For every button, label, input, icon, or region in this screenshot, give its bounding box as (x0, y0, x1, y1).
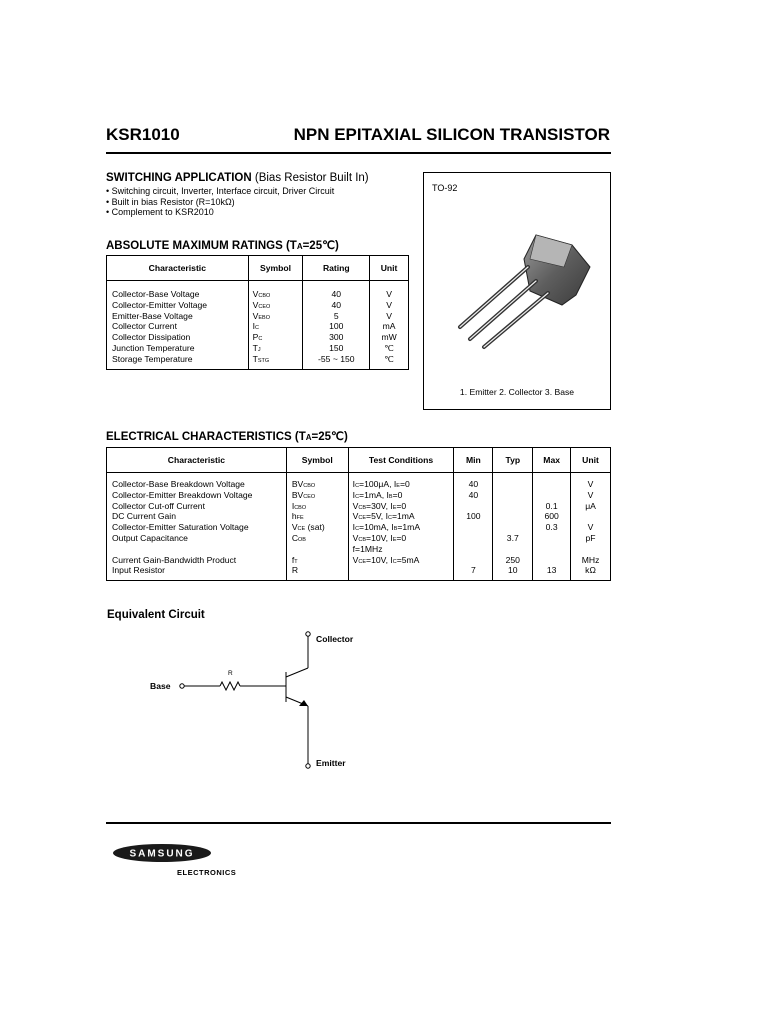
cell (292, 565, 348, 576)
conditions-column (348, 473, 454, 581)
cell (253, 343, 303, 354)
cell (493, 490, 532, 501)
equivalent-circuit-diagram (170, 625, 370, 775)
cell (253, 289, 303, 300)
electrical-table (106, 447, 611, 581)
cell: 40 (331, 289, 342, 299)
condition-part: V (352, 500, 359, 511)
condition-part: I (352, 489, 356, 500)
cell: ℃ (384, 342, 394, 353)
cell (353, 511, 454, 522)
cell: Junction Temperature (112, 342, 195, 353)
symbol-sub: CEO (303, 493, 316, 500)
typ-column (493, 473, 533, 581)
cell: ℃ (384, 353, 394, 364)
cell (253, 354, 303, 365)
condition-part: E (396, 483, 400, 489)
circuit-title: Equivalent Circuit (107, 609, 205, 621)
pin-assignment: 1. Emitter 2. Collector 3. Base (459, 387, 575, 397)
condition-part: V (352, 511, 359, 522)
cell (253, 300, 303, 311)
cell: 250 (505, 554, 520, 565)
cell: 100 (466, 511, 481, 522)
symbol: T (252, 353, 258, 364)
cell: 0.1 (545, 500, 558, 511)
unit-column (571, 473, 611, 581)
to92-package-illustration (444, 223, 594, 353)
symbol: R (291, 565, 299, 576)
cell (253, 321, 303, 332)
cell: Current Gain-Bandwidth Product (112, 554, 237, 565)
condition-part: =10V, I (366, 532, 393, 543)
cell (454, 555, 492, 566)
cell (253, 332, 303, 343)
condition-part: E (392, 536, 397, 543)
column-header: Max (533, 448, 571, 473)
condition-part: C (355, 526, 360, 533)
symbol-sub: C (258, 336, 263, 343)
table-row (107, 473, 611, 581)
symbol-sub: OB (298, 536, 306, 543)
symbol-sub: CBO (303, 483, 316, 489)
symbol-sub: EBO (258, 314, 270, 321)
cell: mA (382, 321, 396, 332)
cell (533, 479, 570, 490)
cell (493, 522, 532, 533)
column-header: Symbol (248, 256, 303, 281)
cell (571, 511, 610, 522)
cell (292, 533, 348, 544)
header-divider (106, 152, 611, 154)
logo-text: SAMSUNG (129, 848, 195, 860)
condition-part: B (388, 493, 393, 500)
cell (112, 544, 286, 555)
unit-column (370, 281, 409, 370)
symbol: V (252, 299, 259, 310)
emitter-label: Emitter (316, 758, 346, 768)
cell: V (587, 522, 594, 533)
feature-list (106, 186, 334, 218)
cell: Storage Temperature (112, 353, 193, 364)
condition-part: =30V, I (366, 500, 393, 511)
abs-max-title-sub: A (296, 242, 303, 251)
cell: 150 (329, 342, 344, 353)
cell: V (386, 299, 392, 310)
cell (493, 511, 532, 522)
cell (292, 479, 348, 490)
cell: μA (585, 500, 596, 511)
symbol-sub: T (294, 558, 298, 565)
application-subtitle: (Bias Resistor Built In) (254, 172, 369, 184)
samsung-logo (112, 843, 212, 863)
symbol-sub: CBO (294, 504, 307, 511)
feature-item: • Built in bias Resistor (R=10kΩ) (106, 197, 334, 208)
cell: Collector-Emitter Voltage (112, 299, 208, 310)
package-box (423, 172, 611, 410)
elec-title-sub: A (305, 433, 312, 442)
cell: 40 (331, 299, 342, 310)
characteristic-column (107, 473, 287, 581)
cell (493, 479, 532, 490)
condition-part: V (352, 532, 359, 543)
condition-part: =10mA, I (359, 522, 394, 533)
condition-part: CE (358, 558, 367, 565)
cell: Collector-Emitter Breakdown Voltage (112, 489, 253, 500)
package-name: TO-92 (432, 183, 458, 193)
cell (533, 544, 570, 555)
condition-part: =0 (399, 479, 410, 489)
cell: DC Current Gain (112, 511, 176, 522)
cell (353, 565, 454, 576)
condition-part: CE (358, 515, 367, 522)
condition-part: =0 (396, 500, 407, 511)
cell (353, 544, 454, 555)
condition-part: V (352, 554, 359, 565)
condition-part: B (393, 526, 398, 533)
column-header: Min (454, 448, 493, 473)
cell: -55 ~ 150 (318, 353, 355, 364)
cell (533, 555, 570, 566)
rating-column (303, 281, 370, 370)
condition-part: E (392, 504, 397, 511)
cell (493, 501, 532, 512)
table-header-row (107, 256, 409, 281)
cell: 13 (546, 565, 557, 576)
cell (253, 311, 303, 322)
symbol-column (286, 473, 348, 581)
cell: 7 (471, 565, 476, 576)
cell: V (587, 489, 594, 500)
abs-max-title (106, 238, 339, 252)
cell (454, 544, 492, 555)
column-header: Unit (571, 448, 611, 473)
cell (571, 544, 610, 555)
cell: Collector-Emitter Saturation Voltage (112, 522, 249, 533)
feature-item: • Complement to KSR2010 (106, 207, 334, 218)
condition-part: CB (358, 536, 367, 543)
abs-max-title-prefix: ABSOLUTE MAXIMUM RATINGS (T (106, 240, 297, 252)
symbol: T (252, 342, 258, 353)
cell (454, 522, 492, 533)
table-row (107, 281, 409, 370)
symbol: V (252, 289, 259, 299)
symbol-sub: J (257, 346, 261, 353)
condition-part: =0 (392, 489, 403, 500)
condition-part: C (355, 483, 360, 489)
cell (454, 533, 492, 544)
column-header: Characteristic (107, 256, 249, 281)
logo-subtitle: ELECTRONICS (177, 868, 237, 877)
cell (292, 490, 348, 501)
symbol: BV (291, 479, 304, 489)
cell: mW (381, 332, 397, 343)
cell: Input Resistor (112, 565, 166, 576)
base-label: Base (150, 681, 171, 691)
column-header: Test Conditions (348, 448, 454, 473)
symbol-sub: C (255, 325, 260, 332)
cell (292, 522, 348, 533)
cell (533, 490, 570, 501)
cell: Collector-Base Breakdown Voltage (112, 479, 245, 489)
condition-part: =10V, I (366, 554, 393, 565)
cell (292, 544, 348, 555)
symbol-sub: CEO (258, 303, 271, 310)
cell: 10 (507, 565, 518, 576)
cell: Collector Current (112, 321, 177, 332)
part-number: KSR1010 (106, 125, 180, 144)
table-header-row (107, 448, 611, 473)
cell (493, 544, 532, 555)
column-header: Typ (493, 448, 533, 473)
cell: Collector-Base Voltage (112, 289, 200, 299)
condition-part: CB (358, 504, 367, 511)
cell: 5 (333, 310, 339, 321)
cell: 300 (329, 332, 344, 343)
resistor-label: R (228, 670, 233, 677)
abs-max-title-suffix: =25℃) (302, 240, 339, 252)
column-header: Unit (370, 256, 409, 281)
cell: V (386, 289, 392, 299)
cell (353, 479, 454, 490)
elec-title-prefix: ELECTRICAL CHARACTERISTICS (T (106, 431, 306, 443)
cell: 600 (544, 511, 559, 522)
condition-part: f=1MHz (352, 543, 383, 554)
symbol-sub: FE (296, 515, 304, 522)
feature-item: • Switching circuit, Inverter, Interface circuit, Driver Circuit (106, 186, 334, 197)
cell (454, 501, 492, 512)
cell (353, 522, 454, 533)
cell: V (587, 479, 594, 489)
symbol: BV (291, 489, 304, 500)
footer-divider (106, 822, 611, 824)
cell (292, 511, 348, 522)
symbol: C (291, 532, 299, 543)
condition-part: I (352, 479, 356, 489)
min-column (454, 473, 493, 581)
cell (353, 501, 454, 512)
symbol-sub: CE (297, 526, 306, 533)
cell: Collector Cut-off Current (112, 500, 205, 511)
symbol-sub: STG (257, 357, 270, 364)
cell (353, 555, 454, 566)
column-header: Characteristic (107, 448, 287, 473)
cell: 40 (468, 489, 479, 500)
column-header: Rating (303, 256, 370, 281)
condition-part: =5mA (396, 554, 420, 565)
symbol: P (252, 332, 259, 343)
elec-title-suffix: =25℃) (311, 431, 348, 443)
cell (353, 490, 454, 501)
abs-max-table (106, 255, 409, 370)
document-title: NPN EPITAXIAL SILICON TRANSISTOR (293, 125, 610, 144)
symbol: h (291, 511, 297, 522)
symbol-suffix: (sat) (305, 522, 325, 533)
cell (353, 533, 454, 544)
symbol-column (248, 281, 303, 370)
condition-part: =100μA, I (359, 479, 397, 489)
cell: Collector Dissipation (112, 332, 191, 343)
cell: Emitter-Base Voltage (112, 310, 193, 321)
condition-part: =1mA (391, 511, 415, 522)
condition-part: C (392, 558, 397, 565)
application-title (106, 172, 369, 184)
cell: MHz (581, 554, 600, 565)
symbol-sub: CBO (258, 293, 271, 299)
symbol: f (291, 554, 295, 565)
cell: 0.3 (545, 522, 558, 533)
symbol: I (291, 500, 295, 511)
elec-title (106, 429, 348, 443)
condition-part: C (355, 493, 360, 500)
cell (533, 533, 570, 544)
application-title-text: SWITCHING APPLICATION (106, 172, 252, 184)
cell: V (386, 310, 392, 321)
cell: 3.7 (506, 532, 519, 543)
cell: 40 (468, 479, 479, 489)
column-header: Symbol (286, 448, 348, 473)
symbol: V (252, 310, 259, 321)
cell: kΩ (585, 565, 596, 576)
cell (292, 501, 348, 512)
condition-part: C (387, 515, 392, 522)
condition-part: =1mA, I (359, 489, 389, 500)
symbol: V (291, 522, 298, 533)
cell: pF (585, 532, 596, 543)
max-column (533, 473, 571, 581)
collector-label: Collector (316, 634, 354, 644)
condition-part: =1mA (397, 522, 421, 533)
condition-part: =5V, I (366, 511, 388, 522)
cell: 100 (329, 321, 344, 332)
cell (292, 555, 348, 566)
characteristic-column (107, 281, 249, 370)
condition-part: =0 (396, 532, 407, 543)
condition-part: I (352, 522, 356, 533)
cell: Output Capacitance (112, 532, 188, 543)
symbol: I (252, 321, 256, 332)
